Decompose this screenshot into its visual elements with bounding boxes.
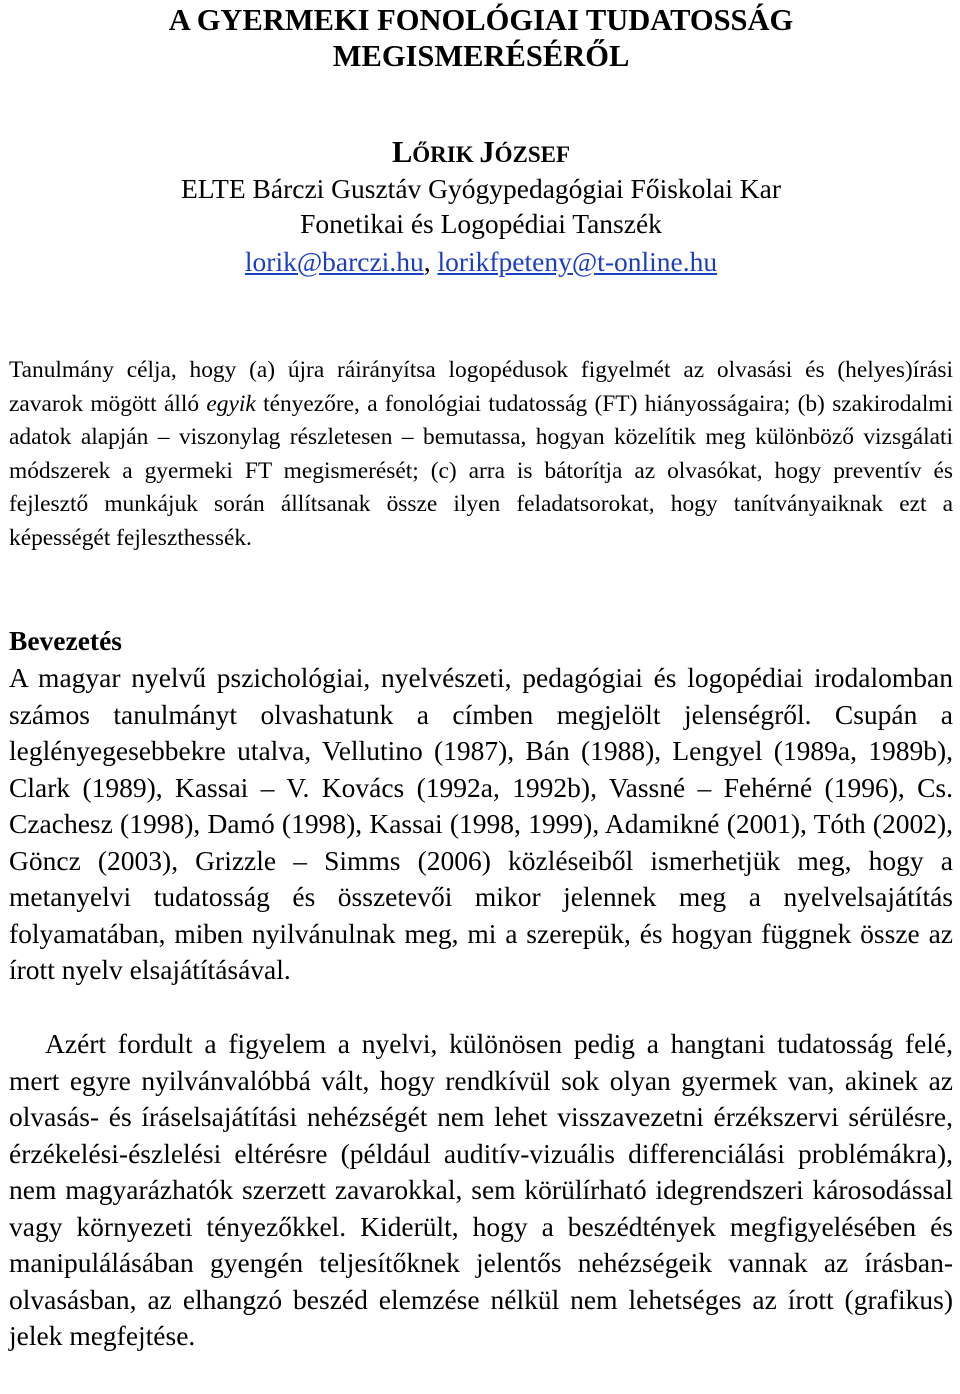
author-initial-1: L <box>391 135 413 169</box>
paper-title-line-1: A GYERMEKI FONOLÓGIAI TUDATOSSÁG <box>168 3 794 37</box>
email-link-1[interactable]: lorik@barczi.hu <box>244 246 424 277</box>
affiliation-line-1: ELTE Bárczi Gusztáv Gyógypedagógiai Főiskolai Kar <box>180 173 782 204</box>
body-paragraph-1: A magyar nyelvű pszichológiai, nyelvészeti, pedagógiai és logopédiai irodalomban számos tanulmányt olvashatunk a címben megjelölt jelenségről. Csupán a leglényegesebbekre utalva, Vellutino (1987), Bán (1988), Lengyel (1989a, 1989b), Clark (1989), Kassai – V. Kovács (1992a, 1992b), Vassné – Fehérné (1996), Cs. Czachesz (1998), Damó (1998), Kassai (1998, 1999), Adamikné (2001), Tóth (2002), Göncz (2003), Grizzle – Simms (2006) közléseiből ismerhetjük meg, hogy a metanyelvi tudatosság és összetevői mikor jelennek meg a nyelvelsajátítás folyamatában, miben nyilvánulnak meg, mi a szerepük, és hogyan függnek össze az írott nyelv elsajátításával. <box>9 662 953 985</box>
body-paragraph-2: Azért fordult a figyelem a nyelvi, különösen pedig a hangtani tudatosság felé, mert egyre nyilvánvalóbbá vált, hogy rendkívül sok olyan gyermek van, akinek az olvasás- és íráselsajátítási nehézségét nem lehet visszavezetni érzékszervi sérülésre, érzékelési-észlelési eltérésre (például auditív-vizuális differenciálási problémákra), nem magyarázhatók szerzett zavarokkal, sem körülírható idegrendszeri károsodással vagy környezeti tényezőkkel. Kiderült, hogy a beszédtények megfigyelésében és manipulálásában gyengén teljesítőknek jelentős nehézségeik vannak az írásban-olvasásban, az elhangzó beszéd elemzése nélkül nem lehetséges az írott (grafikus) jelek megfejtése. <box>9 1028 953 1351</box>
author-rest-1: ŐRIK <box>412 142 474 167</box>
abstract-text-1: Tanulmány célja, hogy (a) újra ráirányítsa logopédusok figyelmét az olvasási és (helyes)írási zavarok mögött álló <box>9 357 953 417</box>
email-separator: , <box>423 246 438 277</box>
author-name <box>9 135 953 169</box>
abstract <box>9 354 953 555</box>
author-initial-2: J <box>479 135 495 169</box>
section-heading-introduction: Bevezetés <box>9 625 122 656</box>
abstract-emphasis: egyik <box>206 390 256 417</box>
affiliation-line-2: Fonetikai és Logopédiai Tanszék <box>300 208 662 239</box>
paper-title-line-2: MEGISMERÉSÉRŐL <box>332 39 630 73</box>
email-link-2[interactable]: lorikfpeteny@t-online.hu <box>437 246 718 277</box>
document-page <box>9 0 954 1351</box>
paper-title <box>9 0 953 74</box>
abstract-text-2: tényezőre, a fonológiai tudatosság (FT) hiányosságaira; (b) szakirodalmi adatok alapján – viszonylag részletesen – bemutassa, hogyan közelítik meg különböző vizsgálati módszerek a gyermeki FT megismerését; (c) arra is bátorítja az olvasókat, hogy preventív és fejlesztő munkájuk során állítsanak össze ilyen feladatsorokat, hogy tanítványaiknak ezt a képességét fejleszthessék. <box>9 390 954 551</box>
author-emails <box>9 245 953 279</box>
author-rest-2: ÓZSEF <box>494 142 571 167</box>
